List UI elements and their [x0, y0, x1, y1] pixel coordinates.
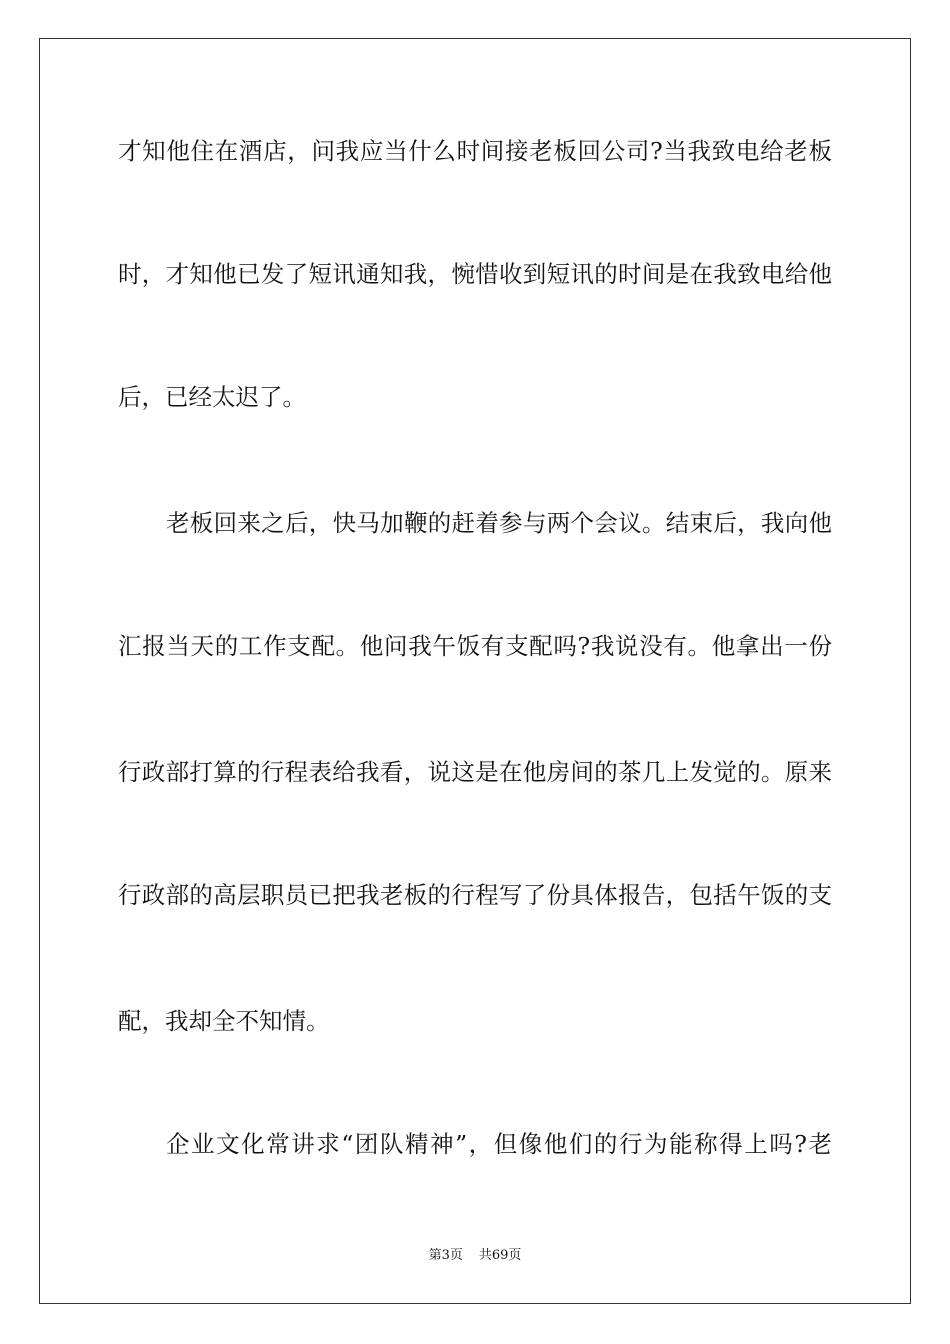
body-line-7: 行政部的高层职员已把我老板的行程写了份具体报告，包括午饭的支 [118, 881, 832, 909]
body-line-8: 配，我却全不知情。 [118, 1007, 330, 1035]
page-footer [0, 1247, 950, 1265]
body-line-9: 企业文化常讲求“团队精神”，但像他们的行为能称得上吗?老 [166, 1130, 832, 1158]
body-line-5: 汇报当天的工作支配。他问我午饭有支配吗?我说没有。他拿出一份 [118, 632, 832, 660]
page-number: 第3页 [428, 1248, 463, 1263]
body-line-4: 老板回来之后，快马加鞭的赶着参与两个会议。结束后，我向他 [166, 509, 832, 537]
body-line-3: 后，已经太迟了。 [118, 383, 306, 411]
body-line-6: 行政部打算的行程表给我看，说这是在他房间的茶几上发觉的。原来 [118, 758, 832, 786]
body-line-2: 时，才知他已发了短讯通知我，惋惜收到短讯的时间是在我致电给他 [118, 260, 832, 288]
page-total: 共69页 [478, 1248, 522, 1263]
body-line-1: 才知他住在酒店，问我应当什么时间接老板回公司?当我致电给老板 [118, 137, 832, 165]
page-border [39, 38, 911, 1304]
